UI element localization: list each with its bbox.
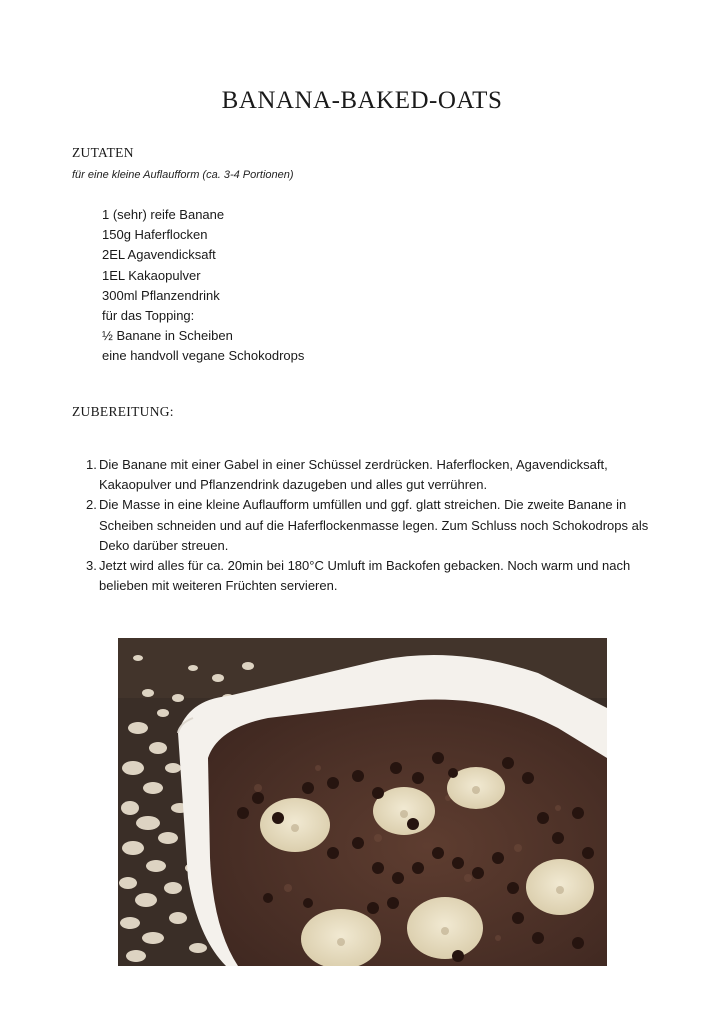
step-text: Die Banane mit einer Gabel in einer Schüssel zerdrücken. Haferflocken, Agavendicksaft, Kakaopulver und Pflanzendrink dazugeben und alles gut verrühren.: [99, 457, 608, 493]
ingredient-item: 2EL Agavendicksaft: [102, 247, 216, 263]
ingredient-item: ½ Banane in Scheiben: [102, 328, 233, 344]
ingredients-heading: ZUTATEN: [72, 145, 134, 160]
ingredient-item: 1EL Kakaopulver: [102, 267, 201, 283]
step-number: 1.: [86, 457, 97, 472]
step-number: 2.: [86, 497, 97, 513]
recipe-title: BANANA-BAKED-OATS: [221, 86, 503, 114]
ingredient-item: 1 (sehr) reife Banane: [102, 207, 225, 222]
ingredient-item: 300ml Pflanzendrink: [102, 287, 220, 303]
step-text: Die Masse in eine kleine Auflaufform umfüllen und ggf. glatt streichen. Die zweite Banane in Scheiben schneiden und auf die Haferflockenmasse legen. Zum Schluss noch Schokodrops als Deko darüber streuen.: [99, 497, 649, 553]
ingredients-list: [102, 205, 304, 367]
topping-label: für das Topping:: [102, 308, 195, 324]
step-text: Jetzt wird alles für ca. 20min bei 180°C Umluft im Backofen gebacken. Noch warm und nach belieben mit weiteren Früchten servieren.: [99, 558, 631, 594]
step-item: [86, 455, 659, 495]
ingredient-item: eine handvoll vegane Schokodrops: [102, 348, 305, 364]
step-number: 3.: [86, 558, 97, 574]
step-item: [86, 495, 659, 556]
preparation-steps: [86, 455, 659, 596]
ingredient-item: 150g Haferflocken: [102, 227, 208, 243]
baked-oats-illustration: [118, 638, 607, 966]
ingredients-subtitle: für eine kleine Auflaufform (ca. 3-4 Portionen): [72, 169, 294, 181]
recipe-photo: [118, 638, 607, 966]
preparation-heading: ZUBEREITUNG:: [72, 404, 174, 419]
step-item: [86, 556, 659, 596]
